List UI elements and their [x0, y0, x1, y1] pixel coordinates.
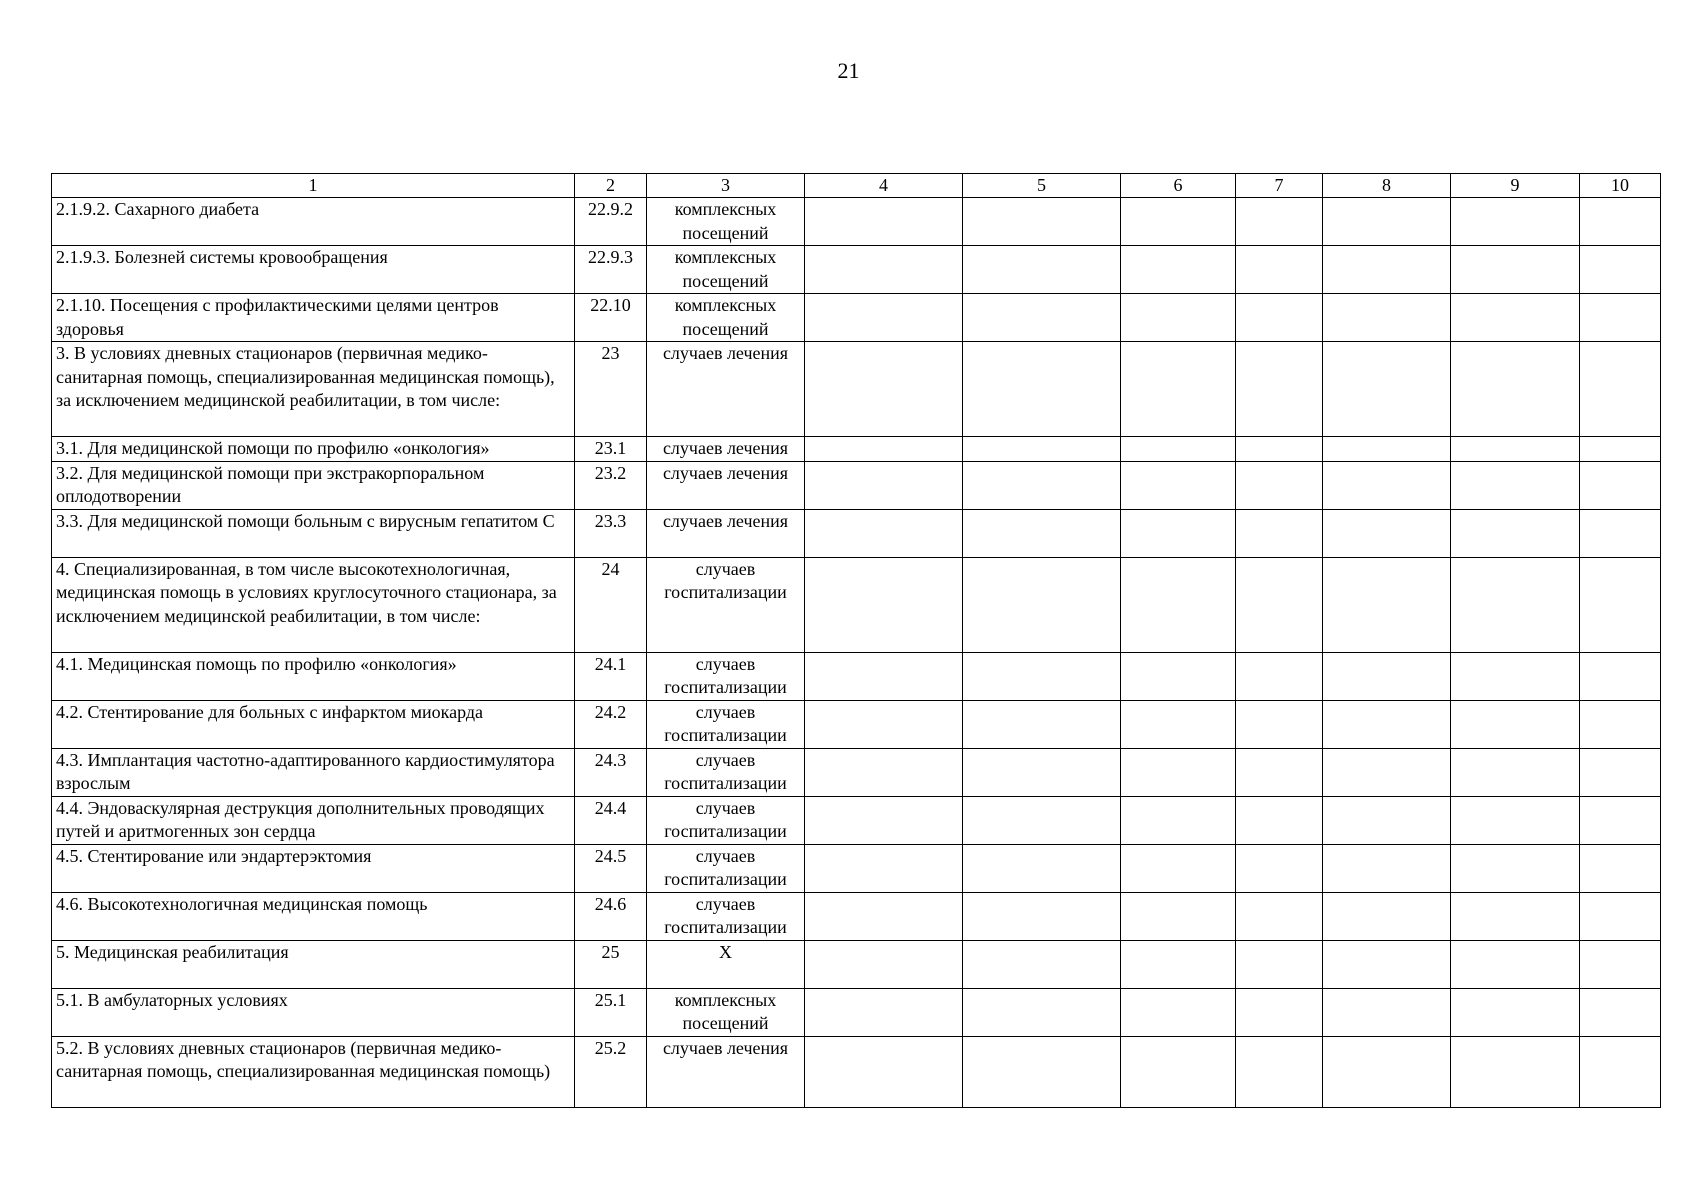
row-code: 23 [575, 342, 647, 437]
empty-cell [1580, 988, 1661, 1036]
empty-cell [1121, 342, 1236, 437]
empty-cell [1323, 437, 1451, 462]
table-row [52, 198, 1661, 246]
table-row [52, 748, 1661, 796]
empty-cell [1580, 246, 1661, 294]
empty-cell [805, 437, 963, 462]
data-table [51, 173, 1661, 1108]
empty-cell [1451, 342, 1580, 437]
empty-cell [1451, 892, 1580, 940]
empty-cell [805, 844, 963, 892]
row-unit: комплексных посещений [647, 246, 805, 294]
row-unit: случаев лечения [647, 342, 805, 437]
table-row [52, 461, 1661, 509]
empty-cell [805, 748, 963, 796]
empty-cell [963, 1036, 1121, 1107]
row-unit: случаев лечения [647, 461, 805, 509]
row-name: 2.1.9.2. Сахарного диабета [52, 198, 575, 246]
empty-cell [1451, 844, 1580, 892]
empty-cell [963, 294, 1121, 342]
column-header: 2 [575, 174, 647, 198]
row-code: 23.2 [575, 461, 647, 509]
row-code: 24.5 [575, 844, 647, 892]
empty-cell [1121, 1036, 1236, 1107]
empty-cell [805, 700, 963, 748]
empty-cell [1236, 342, 1323, 437]
empty-cell [1323, 198, 1451, 246]
empty-cell [963, 461, 1121, 509]
column-header: 9 [1451, 174, 1580, 198]
empty-cell [805, 294, 963, 342]
empty-cell [805, 246, 963, 294]
empty-cell [805, 342, 963, 437]
page-number: 21 [837, 58, 860, 83]
table-row [52, 940, 1661, 988]
empty-cell [805, 988, 963, 1036]
empty-cell [1236, 940, 1323, 988]
empty-cell [1580, 461, 1661, 509]
empty-cell [1323, 844, 1451, 892]
empty-cell [805, 509, 963, 557]
empty-cell [1451, 198, 1580, 246]
row-code: 22.9.2 [575, 198, 647, 246]
row-unit: случаев госпитализации [647, 700, 805, 748]
empty-cell [1451, 700, 1580, 748]
row-name: 2.1.9.3. Болезней системы кровообращения [52, 246, 575, 294]
row-code: 24.1 [575, 652, 647, 700]
empty-cell [1121, 940, 1236, 988]
empty-cell [1323, 461, 1451, 509]
empty-cell [1451, 509, 1580, 557]
empty-cell [1323, 246, 1451, 294]
empty-cell [963, 988, 1121, 1036]
empty-cell [963, 652, 1121, 700]
empty-cell [963, 748, 1121, 796]
empty-cell [1236, 294, 1323, 342]
empty-cell [1121, 652, 1236, 700]
empty-cell [805, 198, 963, 246]
empty-cell [1236, 437, 1323, 462]
empty-cell [963, 844, 1121, 892]
row-name: 4.2. Стентирование для больных с инфарктом миокарда [52, 700, 575, 748]
empty-cell [1121, 557, 1236, 652]
table-row [52, 844, 1661, 892]
empty-cell [963, 892, 1121, 940]
empty-cell [1323, 557, 1451, 652]
empty-cell [1236, 1036, 1323, 1107]
empty-cell [1580, 700, 1661, 748]
row-code: 23.1 [575, 437, 647, 462]
row-name: 4. Специализированная, в том числе высокотехнологичная, медицинская помощь в условиях круглосуточного стационара, за исключением медицинской реабилитации, в том числе: [52, 557, 575, 652]
row-name: 5.2. В условиях дневных стационаров (первичная медико-санитарная помощь, специализированная медицинская помощь) [52, 1036, 575, 1107]
empty-cell [1323, 892, 1451, 940]
empty-cell [963, 437, 1121, 462]
empty-cell [1121, 700, 1236, 748]
row-name: 3.3. Для медицинской помощи больным с вирусным гепатитом С [52, 509, 575, 557]
empty-cell [1323, 700, 1451, 748]
empty-cell [805, 892, 963, 940]
empty-cell [1451, 796, 1580, 844]
row-code: 24.4 [575, 796, 647, 844]
table-row [52, 1036, 1661, 1107]
empty-cell [963, 557, 1121, 652]
empty-cell [1451, 1036, 1580, 1107]
empty-cell [1323, 940, 1451, 988]
row-name: 3.1. Для медицинской помощи по профилю «онкология» [52, 437, 575, 462]
column-header: 10 [1580, 174, 1661, 198]
column-header: 5 [963, 174, 1121, 198]
empty-cell [1323, 988, 1451, 1036]
empty-cell [1236, 652, 1323, 700]
row-unit: случаев госпитализации [647, 652, 805, 700]
row-code: 25 [575, 940, 647, 988]
table-body [52, 198, 1661, 1108]
empty-cell [1580, 342, 1661, 437]
row-name: 4.5. Стентирование или эндартерэктомия [52, 844, 575, 892]
column-header: 3 [647, 174, 805, 198]
column-header: 8 [1323, 174, 1451, 198]
empty-cell [1236, 557, 1323, 652]
table-row [52, 509, 1661, 557]
empty-cell [963, 342, 1121, 437]
empty-cell [1451, 652, 1580, 700]
empty-cell [805, 652, 963, 700]
empty-cell [1323, 294, 1451, 342]
empty-cell [805, 461, 963, 509]
empty-cell [1451, 246, 1580, 294]
row-unit: случаев госпитализации [647, 892, 805, 940]
row-code: 25.2 [575, 1036, 647, 1107]
empty-cell [963, 796, 1121, 844]
column-header: 4 [805, 174, 963, 198]
row-unit: комплексных посещений [647, 294, 805, 342]
row-code: 22.9.3 [575, 246, 647, 294]
row-unit: случаев лечения [647, 1036, 805, 1107]
empty-cell [1236, 246, 1323, 294]
empty-cell [1580, 844, 1661, 892]
empty-cell [1121, 246, 1236, 294]
empty-cell [1451, 437, 1580, 462]
empty-cell [1323, 1036, 1451, 1107]
row-code: 25.1 [575, 988, 647, 1036]
empty-cell [1121, 294, 1236, 342]
empty-cell [1451, 940, 1580, 988]
empty-cell [1236, 198, 1323, 246]
table-row [52, 796, 1661, 844]
empty-cell [1236, 748, 1323, 796]
table-row [52, 652, 1661, 700]
empty-cell [1580, 748, 1661, 796]
row-unit: случаев госпитализации [647, 748, 805, 796]
empty-cell [1236, 461, 1323, 509]
table-row [52, 892, 1661, 940]
empty-cell [1580, 509, 1661, 557]
row-unit: случаев лечения [647, 437, 805, 462]
row-name: 3. В условиях дневных стационаров (первичная медико-санитарная помощь, специализированная медицинская помощь), за исключением медицинской реабилитации, в том числе: [52, 342, 575, 437]
empty-cell [1323, 796, 1451, 844]
empty-cell [1121, 844, 1236, 892]
empty-cell [1236, 796, 1323, 844]
row-unit: комплексных посещений [647, 198, 805, 246]
table-row [52, 700, 1661, 748]
empty-cell [805, 940, 963, 988]
empty-cell [963, 509, 1121, 557]
row-name: 3.2. Для медицинской помощи при экстракорпоральном оплодотворении [52, 461, 575, 509]
empty-cell [805, 557, 963, 652]
empty-cell [1580, 940, 1661, 988]
row-unit: комплексных посещений [647, 988, 805, 1036]
empty-cell [1121, 198, 1236, 246]
empty-cell [1121, 461, 1236, 509]
row-unit: случаев госпитализации [647, 557, 805, 652]
row-code: 23.3 [575, 509, 647, 557]
row-code: 22.10 [575, 294, 647, 342]
empty-cell [1121, 748, 1236, 796]
empty-cell [1121, 892, 1236, 940]
row-name: 2.1.10. Посещения с профилактическими целями центров здоровья [52, 294, 575, 342]
table-row [52, 294, 1661, 342]
empty-cell [1323, 652, 1451, 700]
column-header: 7 [1236, 174, 1323, 198]
empty-cell [1323, 509, 1451, 557]
column-header: 6 [1121, 174, 1236, 198]
row-unit: случаев лечения [647, 509, 805, 557]
row-name: 4.4. Эндоваскулярная деструкция дополнительных проводящих путей и аритмогенных зон сердца [52, 796, 575, 844]
column-header: 1 [52, 174, 575, 198]
empty-cell [1451, 748, 1580, 796]
table-row [52, 246, 1661, 294]
table-row [52, 437, 1661, 462]
table-row [52, 988, 1661, 1036]
empty-cell [1451, 294, 1580, 342]
empty-cell [963, 940, 1121, 988]
row-code: 24.2 [575, 700, 647, 748]
empty-cell [1580, 437, 1661, 462]
empty-cell [1236, 844, 1323, 892]
empty-cell [1236, 988, 1323, 1036]
empty-cell [1451, 988, 1580, 1036]
table-row [52, 342, 1661, 437]
table-row [52, 557, 1661, 652]
empty-cell [963, 246, 1121, 294]
row-code: 24 [575, 557, 647, 652]
empty-cell [1580, 198, 1661, 246]
row-name: 4.6. Высокотехнологичная медицинская помощь [52, 892, 575, 940]
empty-cell [1121, 437, 1236, 462]
empty-cell [1323, 748, 1451, 796]
empty-cell [1236, 892, 1323, 940]
row-name: 4.3. Имплантация частотно-адаптированного кардиостимулятора взрослым [52, 748, 575, 796]
row-name: 5. Медицинская реабилитация [52, 940, 575, 988]
row-code: 24.6 [575, 892, 647, 940]
header-row [52, 174, 1661, 198]
row-unit: случаев госпитализации [647, 844, 805, 892]
empty-cell [1580, 796, 1661, 844]
empty-cell [1236, 700, 1323, 748]
empty-cell [1451, 557, 1580, 652]
empty-cell [1580, 652, 1661, 700]
empty-cell [1451, 461, 1580, 509]
empty-cell [1121, 988, 1236, 1036]
row-name: 5.1. В амбулаторных условиях [52, 988, 575, 1036]
empty-cell [1580, 892, 1661, 940]
empty-cell [1580, 557, 1661, 652]
empty-cell [805, 1036, 963, 1107]
empty-cell [963, 700, 1121, 748]
row-unit: случаев госпитализации [647, 796, 805, 844]
empty-cell [1121, 509, 1236, 557]
empty-cell [1236, 509, 1323, 557]
empty-cell [805, 796, 963, 844]
row-unit: Х [647, 940, 805, 988]
row-code: 24.3 [575, 748, 647, 796]
empty-cell [1580, 1036, 1661, 1107]
empty-cell [963, 198, 1121, 246]
empty-cell [1323, 342, 1451, 437]
row-name: 4.1. Медицинская помощь по профилю «онкология» [52, 652, 575, 700]
empty-cell [1121, 796, 1236, 844]
empty-cell [1580, 294, 1661, 342]
